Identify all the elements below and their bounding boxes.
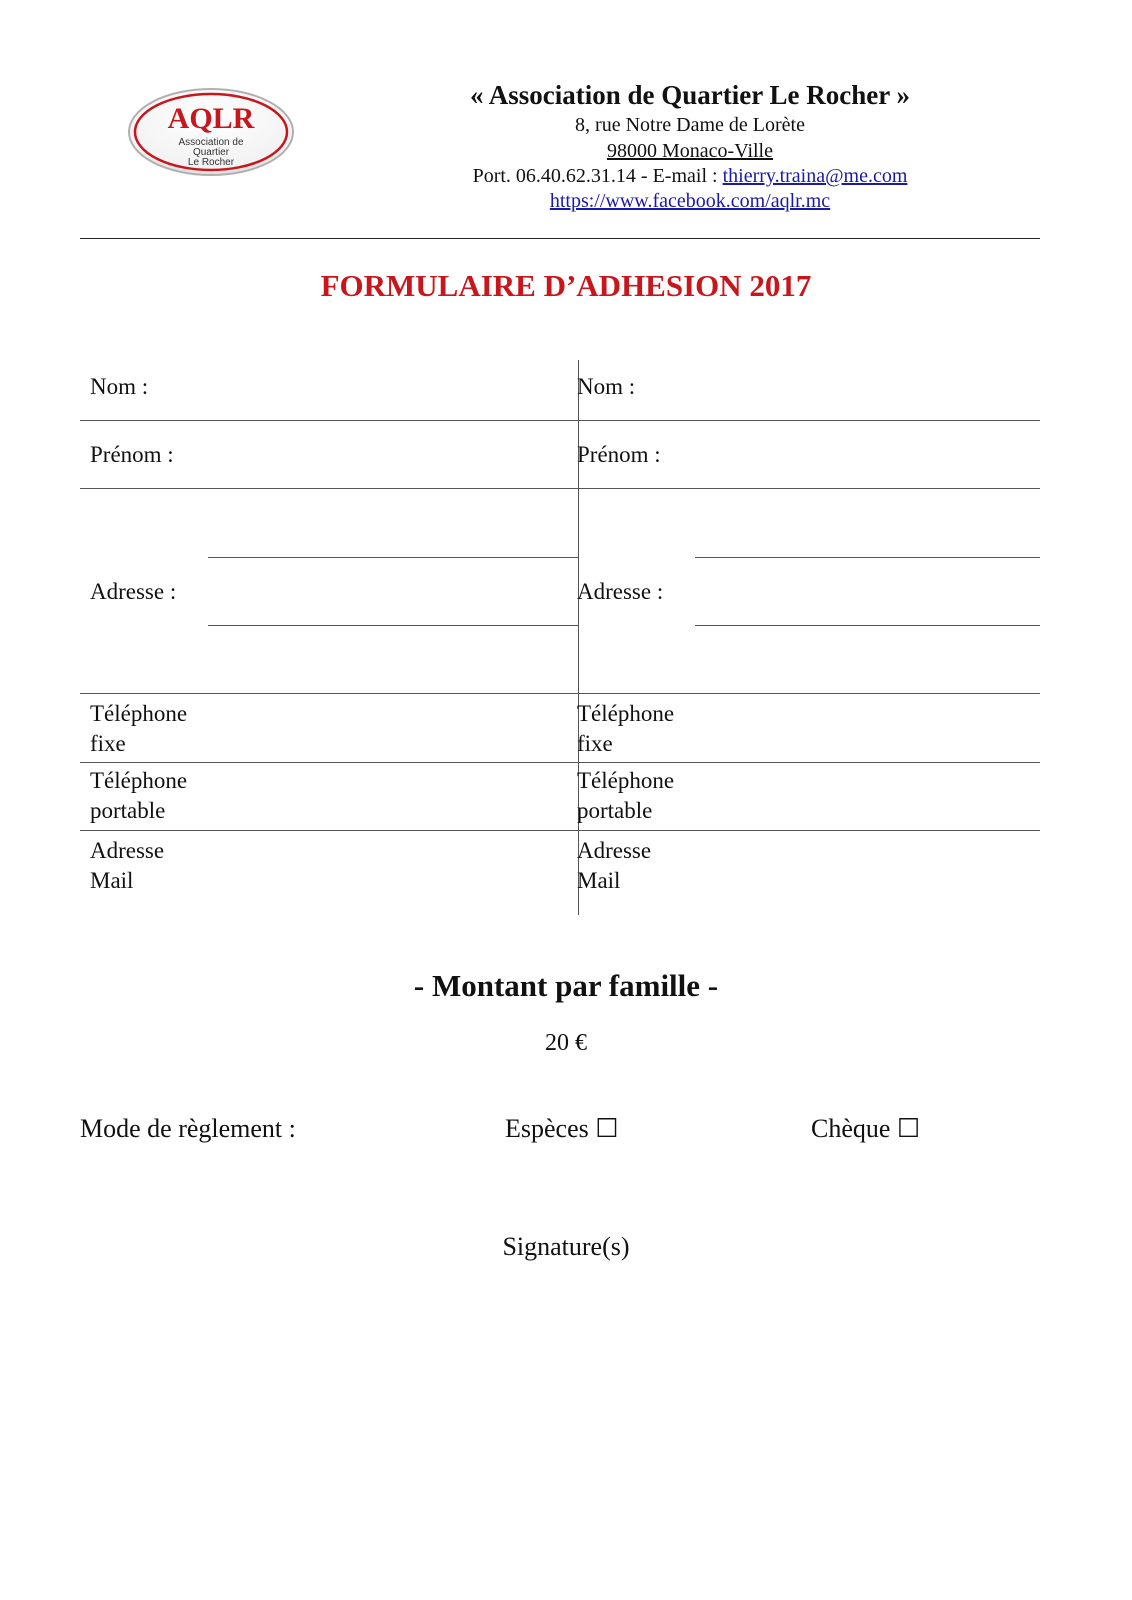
nom-label-2: Nom :: [577, 374, 636, 399]
cheque-option[interactable]: [811, 1114, 920, 1144]
prenom-label-2: Prénom :: [577, 442, 661, 467]
street-address: 8, rue Notre Dame de Lorète: [575, 114, 805, 136]
svg-text:Quartier: Quartier: [192, 147, 230, 158]
adresse-label-1: Adresse :: [90, 579, 177, 604]
prenom-label-1: Prénom :: [90, 442, 174, 467]
row-divider: [80, 830, 1040, 831]
phone-email-label: Port. 06.40.62.31.14 - E-mail :: [472, 165, 723, 187]
tel-portable-label-2: Téléphone portable: [577, 768, 675, 823]
address-line: [695, 557, 1040, 558]
header-divider: [80, 238, 1040, 239]
form-title: FORMULAIRE D’ADHESION 2017: [320, 268, 812, 303]
adresse-label-2: Adresse :: [577, 579, 664, 604]
montant-heading: - Montant par famille -: [413, 968, 719, 1003]
organization-name: « Association de Quartier Le Rocher »: [470, 80, 910, 110]
facebook-line: [390, 190, 990, 213]
row-divider: [80, 693, 1040, 694]
signature-label: Signature(s): [502, 1232, 630, 1261]
cheque-checkbox[interactable]: ☐: [896, 1114, 921, 1143]
address-line: [208, 557, 578, 558]
mail-label-2: Adresse Mail: [577, 838, 652, 893]
nom-label-1: Nom :: [90, 374, 149, 399]
city-address: 98000 Monaco-Ville: [607, 140, 773, 162]
membership-form-grid: [80, 360, 1065, 915]
tel-fixe-label-1: Téléphone fixe: [90, 701, 188, 756]
address-line: [695, 625, 1040, 626]
email-link[interactable]: thierry.traina@me.com: [722, 165, 908, 187]
svg-text:Le Rocher: Le Rocher: [187, 157, 235, 168]
contact-line: [390, 165, 990, 188]
address-line: [208, 625, 578, 626]
aqlr-logo: [126, 86, 296, 178]
svg-text:Association de: Association de: [178, 137, 244, 148]
svg-text:AQLR: AQLR: [167, 102, 255, 135]
row-divider: [80, 762, 1040, 763]
facebook-link[interactable]: https://www.facebook.com/aqlr.mc: [549, 190, 831, 212]
tel-portable-label-1: Téléphone portable: [90, 768, 188, 823]
payment-mode-label: Mode de règlement :: [80, 1114, 296, 1143]
tel-fixe-label-2: Téléphone fixe: [577, 701, 675, 756]
mail-label-1: Adresse Mail: [90, 838, 165, 893]
cash-option[interactable]: [505, 1114, 619, 1144]
cheque-label: Chèque: [811, 1114, 891, 1143]
cash-checkbox[interactable]: ☐: [595, 1114, 619, 1143]
cash-label: Espèces: [505, 1114, 589, 1143]
row-divider: [80, 420, 1040, 421]
row-divider: [80, 488, 1040, 489]
montant-amount: 20 €: [545, 1030, 587, 1056]
